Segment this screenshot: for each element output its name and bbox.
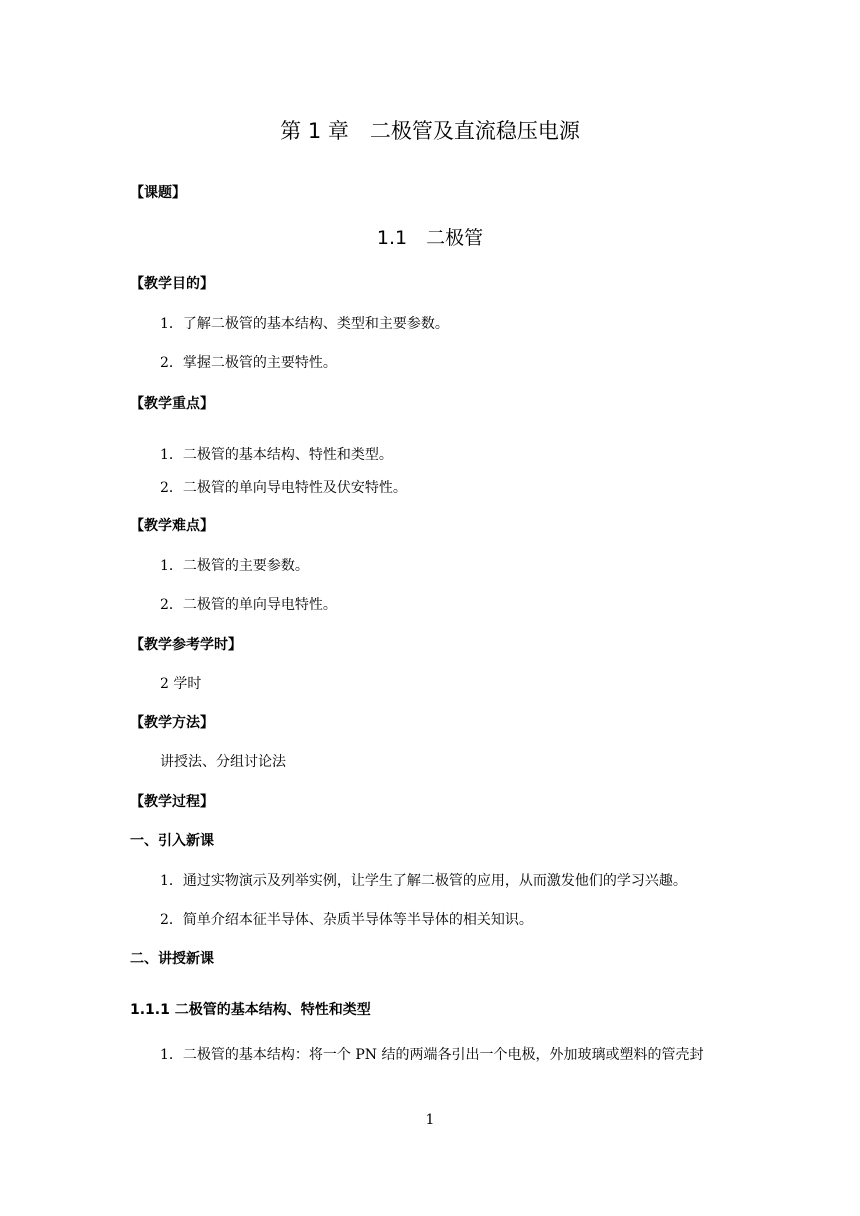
- difficulties-heading: 【教学难点】: [130, 518, 214, 534]
- methods-value: 讲授法、分组讨论法: [160, 754, 286, 770]
- hours-value: 2 学时: [160, 676, 202, 692]
- subsection-heading: 1.1.1 二极管的基本结构、特性和类型: [130, 1002, 371, 1018]
- key-point-item: 2．二极管的单向导电特性及伏安特性。: [160, 480, 407, 496]
- methods-heading: 【教学方法】: [130, 715, 214, 731]
- page-number: 1: [425, 1112, 435, 1128]
- section-title: 1.1 二极管: [376, 227, 484, 249]
- lecture-heading: 二、讲授新课: [130, 951, 214, 967]
- intro-item: 1．通过实物演示及列举实例，让学生了解二极管的应用，从而激发他们的学习兴趣。: [160, 873, 687, 889]
- intro-item: 2．简单介绍本征半导体、杂质半导体等半导体的相关知识。: [160, 912, 533, 928]
- objective-item: 1．了解二极管的基本结构、类型和主要参数。: [160, 316, 449, 332]
- difficulty-item: 1．二极管的主要参数。: [160, 558, 309, 574]
- objectives-heading: 【教学目的】: [130, 276, 214, 292]
- objective-item: 2．掌握二极管的主要特性。: [160, 355, 337, 371]
- hours-heading: 【教学参考学时】: [130, 637, 242, 653]
- key-point-item: 1．二极管的基本结构、特性和类型。: [160, 447, 393, 463]
- chapter-title: 第 1 章 二极管及直流稳压电源: [280, 119, 580, 143]
- difficulty-item: 2．二极管的单向导电特性。: [160, 597, 337, 613]
- structure-item: 1．二极管的基本结构：将一个 PN 结的两端各引出一个电极，外加玻璃或塑料的管壳封: [160, 1047, 704, 1063]
- key-points-heading: 【教学重点】: [130, 396, 214, 412]
- topic-label: 【课题】: [130, 185, 186, 201]
- intro-heading: 一、引入新课: [130, 833, 214, 849]
- process-heading: 【教学过程】: [130, 794, 214, 810]
